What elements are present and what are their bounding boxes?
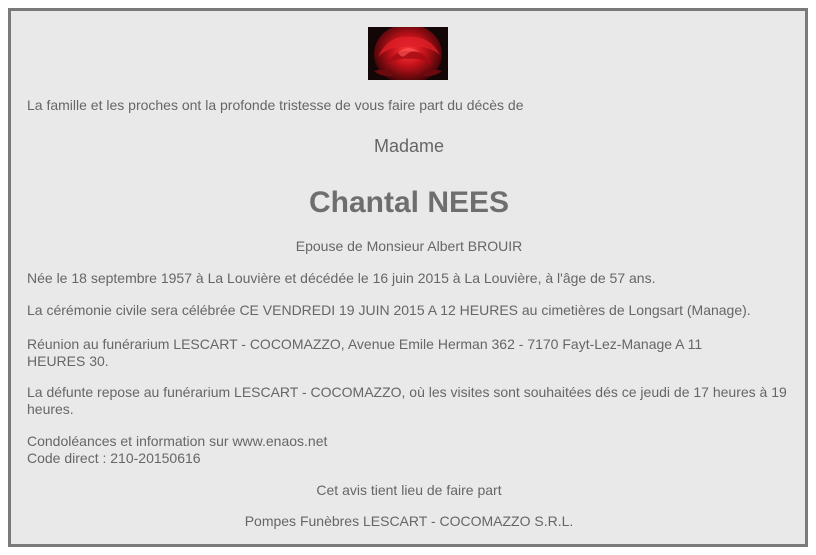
visits-text: La défunte repose au funérarium LESCART - COCOMAZZO, où les visites sont souhaitées dés ce jeudi de 17 heures à 19 heures. — [27, 384, 787, 417]
deceased-name: Chantal NEES — [308, 186, 510, 219]
direct-code-line: Code direct : 210-20150616 — [27, 450, 201, 466]
honorific: Madame — [373, 136, 445, 156]
reunion-text: Réunion au funérarium LESCART - COCOMAZZO, Avenue Emile Herman 362 - 7170 Fayt-Lez-Manage A 11 HEURES 30. — [27, 336, 703, 369]
condolences-line: Condoléances et information sur www.enaos.net — [27, 433, 328, 449]
obituary-card — [8, 8, 808, 547]
rose-image — [368, 27, 448, 80]
spouse-text: Epouse de Monsieur Albert BROUIR — [295, 238, 523, 254]
rose-icon — [368, 27, 448, 80]
ceremony-text: La cérémonie civile sera célébrée CE VENDREDI 19 JUIN 2015 A 12 HEURES au cimetières de Longsart (Manage). — [27, 302, 751, 318]
birth-death-text: Née le 18 septembre 1957 à La Louvière et décédée le 16 juin 2015 à La Louvière, à l'âge de 57 ans. — [27, 270, 656, 286]
funeral-home-text: Pompes Funèbres LESCART - COCOMAZZO S.R.L. — [244, 513, 574, 529]
notice-text: Cet avis tient lieu de faire part — [316, 482, 502, 498]
intro-text: La famille et les proches ont la profonde tristesse de vous faire part du décès de — [27, 97, 524, 113]
